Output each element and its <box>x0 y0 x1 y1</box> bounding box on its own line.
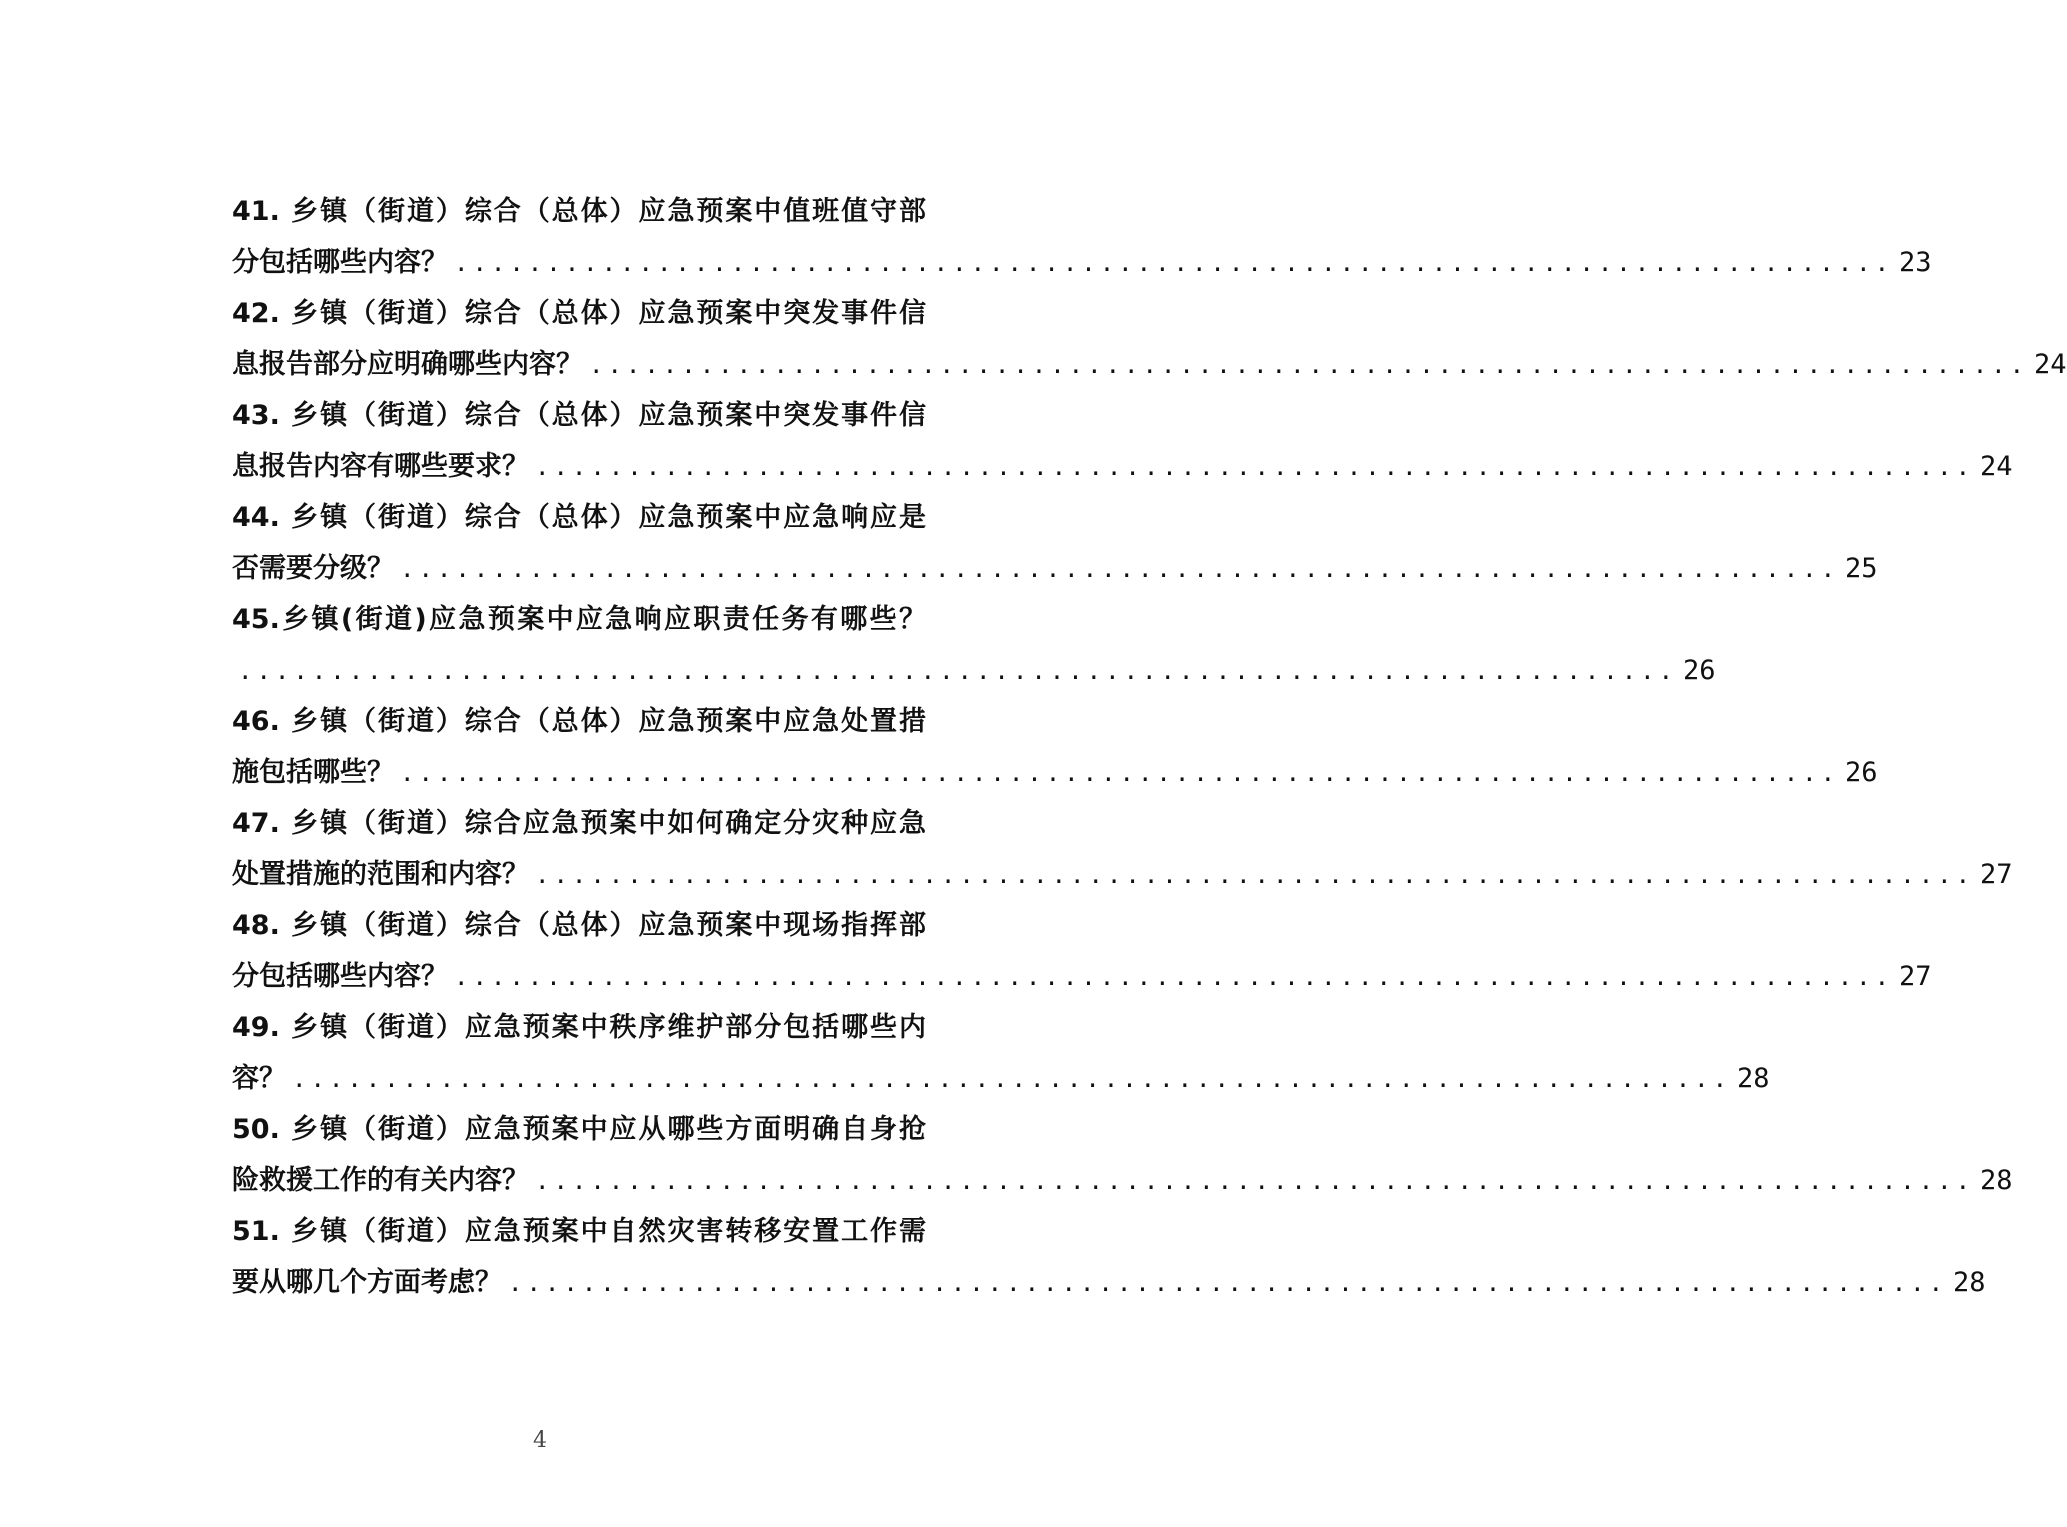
toc-entry-title-continued: 息报告部分应明确哪些内容？ <box>232 349 583 380</box>
toc-entry-title: 42. 乡镇（街道）综合（总体）应急预案中突发事件信 <box>232 298 926 329</box>
toc-entry-title-continued: 要从哪几个方面考虑？ <box>232 1267 502 1298</box>
dot-leader: .............................................................................. <box>292 1065 1732 1093</box>
toc-entry-page-number: 26 <box>1845 757 1878 788</box>
toc-entry-title-continued: 分包括哪些内容？ <box>232 247 448 278</box>
toc-entry-leader-line <box>232 237 1932 288</box>
toc-entry-title: 45.乡镇(街道)应急预案中应急响应职责任务有哪些？ <box>232 604 926 635</box>
toc-entry[interactable] <box>232 798 2013 900</box>
toc-entry-title-continued: 分包括哪些内容？ <box>232 961 448 992</box>
toc-entry-page-number: 26 <box>1683 655 1716 686</box>
toc-entry-leader-line <box>232 441 2013 492</box>
table-of-contents <box>232 186 2067 1308</box>
toc-entry-title-continued: 容？ <box>232 1063 286 1094</box>
toc-entry-title-continued: 施包括哪些？ <box>232 757 394 788</box>
toc-entry-leader-line <box>232 645 1716 696</box>
dot-leader: .............................................................................. <box>454 963 1894 991</box>
toc-entry-page-number: 27 <box>1899 961 1932 992</box>
toc-entry-title: 50. 乡镇（街道）应急预案中应从哪些方面明确自身抢 <box>232 1114 926 1145</box>
toc-entry[interactable] <box>232 900 1932 1002</box>
dot-leader: .............................................................................. <box>400 759 1840 787</box>
toc-entry-page-number: 24 <box>1980 451 2013 482</box>
toc-entry[interactable] <box>232 288 2067 390</box>
toc-entry-title: 49. 乡镇（街道）应急预案中秩序维护部分包括哪些内 <box>232 1012 926 1043</box>
dot-leader: .............................................................................. <box>535 861 1975 889</box>
toc-entry-leader-line <box>232 1257 1986 1308</box>
toc-entry-title-continued: 险救援工作的有关内容？ <box>232 1165 529 1196</box>
toc-entry-leader-line <box>232 1053 1770 1104</box>
dot-leader: .............................................................................. <box>508 1269 1948 1297</box>
toc-entry-page-number: 28 <box>1737 1063 1770 1094</box>
toc-entry-title: 51. 乡镇（街道）应急预案中自然灾害转移安置工作需 <box>232 1216 926 1247</box>
toc-entry[interactable] <box>232 390 2013 492</box>
toc-entry-page-number: 28 <box>1953 1267 1986 1298</box>
toc-entry[interactable] <box>232 696 1878 798</box>
toc-entry-page-number: 27 <box>1980 859 2013 890</box>
toc-entry[interactable] <box>232 186 1932 288</box>
toc-entry-title: 44. 乡镇（街道）综合（总体）应急预案中应急响应是 <box>232 502 926 533</box>
toc-entry-page-number: 24 <box>2034 349 2067 380</box>
page-number: 4 <box>533 1428 547 1453</box>
toc-entry[interactable] <box>232 1104 2013 1206</box>
toc-entry-title: 43. 乡镇（街道）综合（总体）应急预案中突发事件信 <box>232 400 926 431</box>
toc-entry-title-continued: 处置措施的范围和内容？ <box>232 859 529 890</box>
toc-entry-leader-line <box>232 747 1878 798</box>
dot-leader: .............................................................................. <box>535 1167 1975 1195</box>
toc-entry-leader-line <box>232 339 2067 390</box>
toc-entry-page-number: 23 <box>1899 247 1932 278</box>
toc-entry[interactable] <box>232 594 1716 696</box>
toc-entry[interactable] <box>232 1206 1986 1308</box>
toc-entry-leader-line <box>232 951 1932 1002</box>
toc-entry-title-continued: 息报告内容有哪些要求？ <box>232 451 529 482</box>
toc-entry-leader-line <box>232 1155 2013 1206</box>
dot-leader: .............................................................................. <box>400 555 1840 583</box>
dot-leader: .............................................................................. <box>238 657 1678 685</box>
toc-entry[interactable] <box>232 1002 1770 1104</box>
toc-entry-title: 41. 乡镇（街道）综合（总体）应急预案中值班值守部 <box>232 196 926 227</box>
dot-leader: .............................................................................. <box>589 351 2029 379</box>
toc-entry-title-continued: 否需要分级？ <box>232 553 394 584</box>
toc-entry-page-number: 25 <box>1845 553 1878 584</box>
dot-leader: .............................................................................. <box>454 249 1894 277</box>
toc-entry-title: 46. 乡镇（街道）综合（总体）应急预案中应急处置措 <box>232 706 926 737</box>
toc-entry-page-number: 28 <box>1980 1165 2013 1196</box>
toc-entry-title: 48. 乡镇（街道）综合（总体）应急预案中现场指挥部 <box>232 910 926 941</box>
dot-leader: .............................................................................. <box>535 453 1975 481</box>
toc-entry-leader-line <box>232 543 1878 594</box>
toc-entry[interactable] <box>232 492 1878 594</box>
toc-entry-leader-line <box>232 849 2013 900</box>
toc-entry-title: 47. 乡镇（街道）综合应急预案中如何确定分灾种应急 <box>232 808 926 839</box>
